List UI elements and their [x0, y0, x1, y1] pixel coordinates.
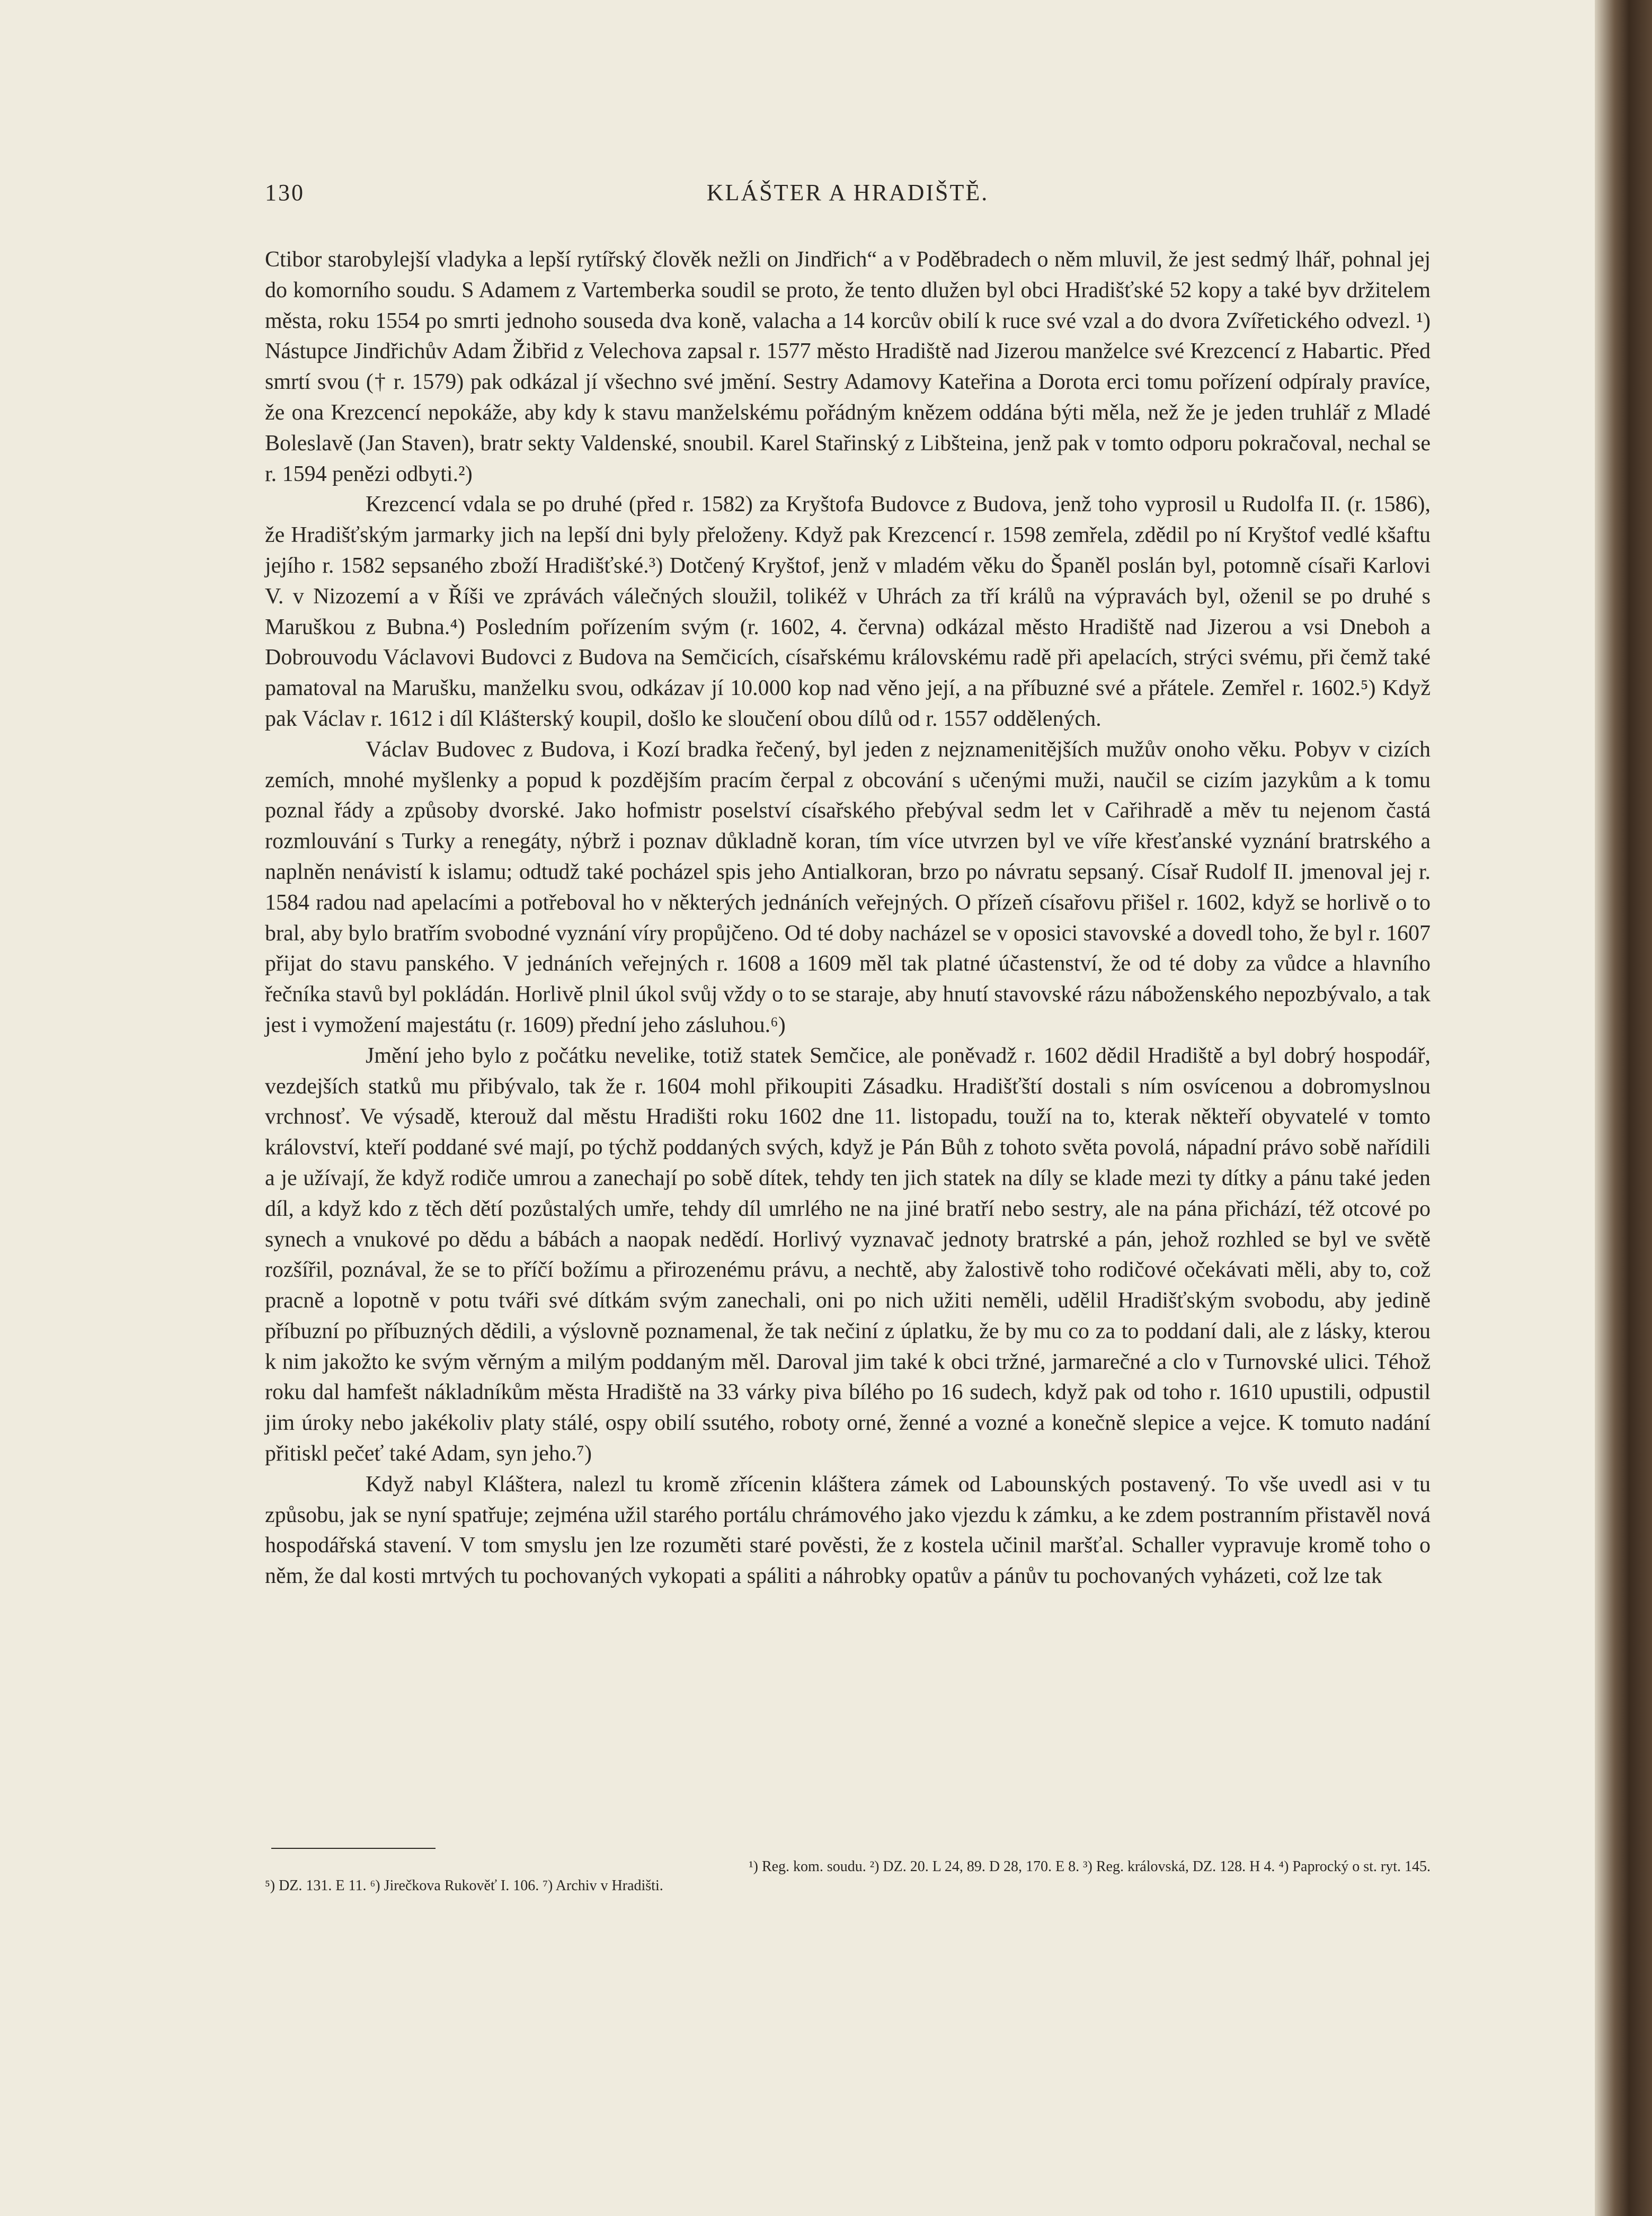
book-spine: [1595, 0, 1652, 2216]
paragraph-3: Václav Budovec z Budova, i Kozí bradka řečený, byl jeden z nejznamenitějších mužův onoho věku. Pobyv v cizích zemích, mnohé myšlenky a popud k pozdějším pracím čerpal z obcování s učenými muži, naučil se cizím jazykům a k tomu poznal řády a způsoby dvorské. Jako hofmistr poselství císařského přebýval sedm let v Cařihradě a měv tu nejenom častá rozmlouvání s Turky a renegáty, nýbrž i poznav důkladně koran, tím více utvrzen byl ve víře křesťanské vyznání bratrského a naplněn nenávistí k islamu; odtudž také pocházel spis jeho Antialkoran, brzo po návratu sepsaný. Císař Rudolf II. jmenoval jej r. 1584 radou nad apelacími a potřeboval ho v některých jednáních veřejných. O přízeň císařovu přišel r. 1602, když se horlivě o to bral, aby bylo bratřím svobodné vyznání víry propůjčeno. Od té doby nacházel se v oposici stavovské a dovedl toho, že byl r. 1607 přijat do stavu panského. V jednáních veřejných r. 1608 a 1609 měl tak platné účastenství, že od té doby za vůdce a hlavního řečníka stavů byl pokládán. Horlivě plnil úkol svůj vždy o to se staraje, aby hnutí stavovské rázu náboženského nepozbývalo, a tak jest i vymožení majestátu (r. 1609) přední jeho zásluhou.⁶): [265, 737, 1431, 1037]
running-head: KLÁŠTER A HRADIŠTĚ.: [706, 180, 989, 206]
paragraph-1: Ctibor starobylejší vladyka a lepší rytířský člověk nežli on Jindřich“ a v Poděbradech o něm mluvil, že jest sedmý lhář, pohnal jej do komorního soudu. S Adamem z Vartemberka soudil se proto, že tento dlužen byl obci Hradišťské 52 kopy a také byv držitelem města, roku 1554 po smrti jednoho souseda dva koně, valacha a 14 korcův obilí k ruce své vzal a do dvora Zvířetického odvezl. ¹) Nástupce Jindřichův Adam Žibřid z Velechova zapsal r. 1577 město Hradiště nad Jizerou manželce své Krezcencí z Habartic. Před smrtí svou († r. 1579) pak odkázal jí všechno své jmění. Sestry Adamovy Kateřina a Dorota erci tomu pořízení odpíraly pravíce, že ona Krezcencí nepokáže, aby kdy k stavu manželskému pořádným knězem oddána býti měla, než že je jeden truhlář z Mladé Boleslavě (Jan Staven), bratr sekty Valdenské, snoubil. Karel Stařinský z Libšteina, jenž pak v tomto odporu pokračoval, nechal se r. 1594 penězi odbyti.²): [265, 247, 1431, 486]
footnote-rule: [271, 1848, 436, 1849]
footnote-line-2: ⁵) DZ. 131. E 11. ⁶) Jirečkova Rukověť I. 106. ⁷) Archiv v Hradišti.: [265, 1877, 663, 1894]
footnotes: [265, 1857, 1431, 1895]
page-header: [265, 179, 1431, 221]
paragraph-4: Jmění jeho bylo z počátku nevelike, totiž statek Semčice, ale poněvadž r. 1602 dědil Hradiště a byl dobrý hospodář, vezdejších statků mu přibývalo, tak že r. 1604 mohl přikoupiti Zásadku. Hradišťští dostali s ním osvícenou a dobromyslnou vrchnosť. Ve výsadě, kterouž dal městu Hradišti roku 1602 dne 11. listopadu, touží na to, kterak někteří obyvatelé v tomto království, kteří poddané své mají, po týchž poddaných svých, když je Pán Bůh z tohoto světa povolá, nápadní právo sobě nařídili a je užívají, že když rodiče umrou a zanechají po sobě dítek, tehdy ten jich statek na díly se klade mezi ty dítky a pánu také jeden díl, a když kdo z těch dětí pozůstalých umře, tehdy díl umrlého ne na jiné bratří nebo sestry, ale na pána přichází, též otcové po synech a vnukové po dědu a bábách a naopak nedědí. Horlivý vyznavač jednoty bratrské a pán, jehož rozhled se byl ve světě rozšířil, poznával, že se to příčí božímu a přirozenému právu, a nechtě, aby žalostivě toho rodičové očekávati měli, aby to, což pracně a lopotně v potu tváři své dítkám svým zanechali, oni po nich užiti neměli, udělil Hradišťským svobodu, aby jedině příbuzní po příbuzných dědili, a výslovně poznamenal, že tak nečiní z úplatku, že by mu co za to poddaní dali, ale z lásky, kterou k nim jakožto ke svým věrným a milým poddaným měl. Daroval jim také k obci tržné, jarmarečné a clo v Turnovské ulici. Téhož roku dal hamfešt nákladníkům města Hradiště na 33 várky piva bílého po 16 sudech, když pak od toho r. 1610 upustili, odpustil jim úroky nebo jakékoliv platy stálé, ospy obilí ssutého, roboty orné, ženné a vozné a konečně slepice a vejce. K tomuto nadání přitiskl pečeť také Adam, syn jeho.⁷): [265, 1043, 1431, 1466]
paragraph-2: Krezcencí vdala se po druhé (před r. 1582) za Kryštofa Budovce z Budova, jenž toho vyprosil u Rudolfa II. (r. 1586), že Hradišťským jarmarky jich na lepší dni byly přeloženy. Když pak Krezcencí r. 1598 zemřela, zdědil po ní Kryštof vedlé kšaftu jejího r. 1582 sepsaného zboží Hradišťské.³) Dotčený Kryštof, jenž v mladém věku do Španěl poslán byl, potomně císaři Karlovi V. v Nizozemí a v Říši ve zprávách válečných sloužil, tolikéž v Uhrách za tří králů na výpravách byl, oženil se po druhé s Maruškou z Bubna.⁴) Posledním pořízením svým (r. 1602, 4. června) odkázal město Hradiště nad Jizerou a vsi Dneboh a Dobrouvodu Václavovi Budovci z Budova na Semčicích, císařskému královskému radě při apelacích, strýci svému, při čemž také pamatoval na Marušku, manželku svou, odkázav jí 10.000 kop nad věno její, a na příbuzné své a přátele. Zemřel r. 1602.⁵) Když pak Václav r. 1612 i díl Klášterský koupil, došlo ke sloučení obou dílů od r. 1557 oddělených.: [265, 492, 1431, 731]
footnote-line-1: ¹) Reg. kom. soudu. ²) DZ. 20. L 24, 89. D 28, 170. E 8. ³) Reg. královská, DZ. 128. H 4. ⁴) Paprocký o st. ryt. 145.: [749, 1858, 1431, 1875]
page-number: 130: [265, 180, 305, 206]
paragraph-5: Když nabyl Kláštera, nalezl tu kromě zřícenin kláštera zámek od Labounských postavený. To vše uvedl asi v tu způsobu, jak se nyní spatřuje; zejména užil starého portálu chrámového jako vjezdu k zámku, a ke zdem postranním přistavěl nová hospodářská stavení. V tom smyslu jen lze rozuměti staré pověsti, že z kostela učinil maršťal. Schaller vypravuje kromě toho o něm, že dal kosti mrtvých tu pochovaných vykopati a spáliti a náhrobky opatův a pánův tu pochovaných vyházeti, což lze tak: [265, 1472, 1431, 1589]
body-text: [265, 245, 1431, 1592]
